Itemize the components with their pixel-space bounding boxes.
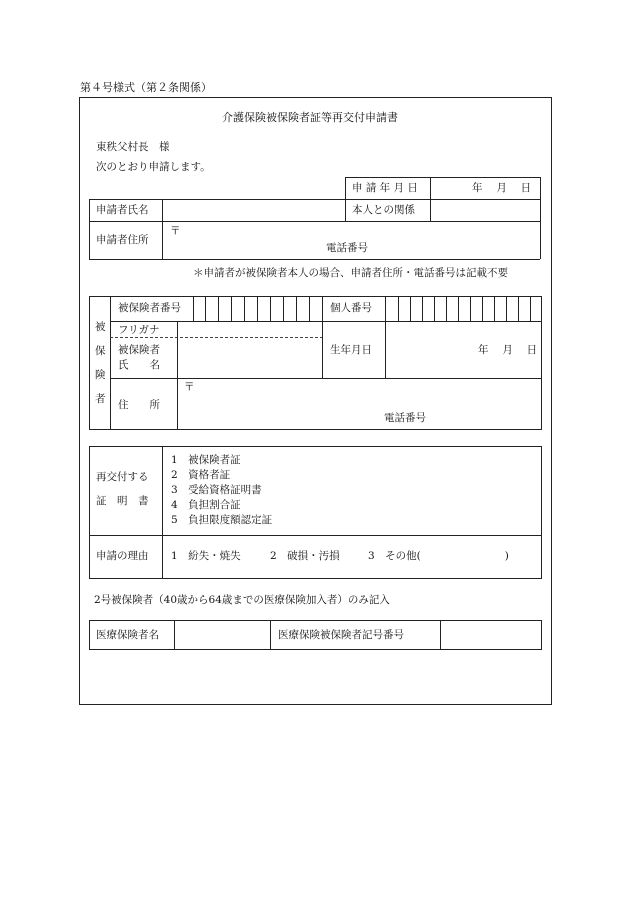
insured-address-field[interactable] bbox=[179, 380, 540, 428]
insured-postal-mark: 〒 bbox=[184, 381, 195, 393]
insured-name-field[interactable] bbox=[179, 339, 321, 376]
relation-field[interactable] bbox=[432, 201, 538, 219]
section2-heading: 2号被保険者（40歳から64歳までの医療保険加入者）のみ記入 bbox=[94, 594, 390, 606]
insured-side-label-2: 保 bbox=[95, 345, 106, 357]
certificate-label-2: 証 明 書 bbox=[96, 495, 149, 507]
certificate-label-1: 再交付する bbox=[96, 471, 149, 483]
personal-number-label: 個人番号 bbox=[330, 302, 372, 314]
intro-text: 次のとおり申請します。 bbox=[96, 161, 211, 173]
certificate-item-5[interactable]: 5 負担限度額認定証 bbox=[171, 514, 273, 526]
birth-date-field[interactable]: 年 月 日 bbox=[478, 344, 538, 356]
applicant-phone-label: 電話番号 bbox=[326, 242, 368, 254]
furigana-field[interactable] bbox=[179, 323, 321, 336]
form-number: 第４号様式（第２条関係） bbox=[80, 81, 212, 94]
applicant-name-field[interactable] bbox=[164, 201, 342, 219]
insured-side-label-4: 者 bbox=[95, 393, 106, 405]
addressee: 東秩父村長 様 bbox=[96, 141, 170, 153]
insurer-name-label: 医療保険者名 bbox=[96, 629, 159, 641]
applicant-address-label: 申請者住所 bbox=[96, 234, 149, 246]
applicant-note: ＊申請者が被保険者本人の場合、申請者住所・電話番号は記載不要 bbox=[193, 267, 508, 279]
applicant-address-field[interactable] bbox=[164, 223, 538, 257]
insured-symbol-label: 医療保険被保険者記号番号 bbox=[278, 629, 404, 641]
reason-option-1[interactable]: 1 紛失・焼失 bbox=[171, 550, 241, 562]
furigana-label: フリガナ bbox=[118, 324, 160, 336]
birth-date-label: 生年月日 bbox=[330, 344, 372, 356]
application-date-label: 申 請 年 月 日 bbox=[352, 182, 418, 194]
insured-name-label-2: 氏 名 bbox=[118, 359, 160, 371]
certificate-item-3[interactable]: 3 受給資格証明書 bbox=[171, 484, 262, 496]
insured-side-label-1: 被 bbox=[95, 321, 106, 333]
insured-number-label: 被保険者番号 bbox=[118, 302, 181, 314]
applicant-name-label: 申請者氏名 bbox=[96, 204, 149, 216]
insured-address-label: 住 所 bbox=[118, 399, 160, 411]
reason-label: 申請の理由 bbox=[96, 550, 149, 562]
certificate-item-2[interactable]: 2 資格者証 bbox=[171, 469, 231, 481]
reason-option-2[interactable]: 2 破損・汚損 bbox=[270, 550, 340, 562]
insured-name-label-1: 被保険者 bbox=[118, 344, 160, 356]
insured-side-label-3: 険 bbox=[95, 369, 106, 381]
relation-label: 本人との関係 bbox=[352, 204, 415, 216]
certificate-item-4[interactable]: 4 負担割合証 bbox=[171, 499, 241, 511]
insurer-name-field[interactable] bbox=[176, 622, 268, 648]
application-date-field[interactable]: 年 月 日 bbox=[472, 182, 532, 194]
insured-phone-label: 電話番号 bbox=[384, 412, 426, 424]
postal-mark: 〒 bbox=[170, 225, 181, 237]
page-title: 介護保険被保険者証等再交付申請書 bbox=[222, 111, 398, 124]
insured-symbol-field[interactable] bbox=[442, 622, 540, 648]
reason-option-3[interactable]: 3 その他( ) bbox=[368, 550, 509, 562]
certificate-item-1[interactable]: 1 被保険者証 bbox=[171, 454, 241, 466]
